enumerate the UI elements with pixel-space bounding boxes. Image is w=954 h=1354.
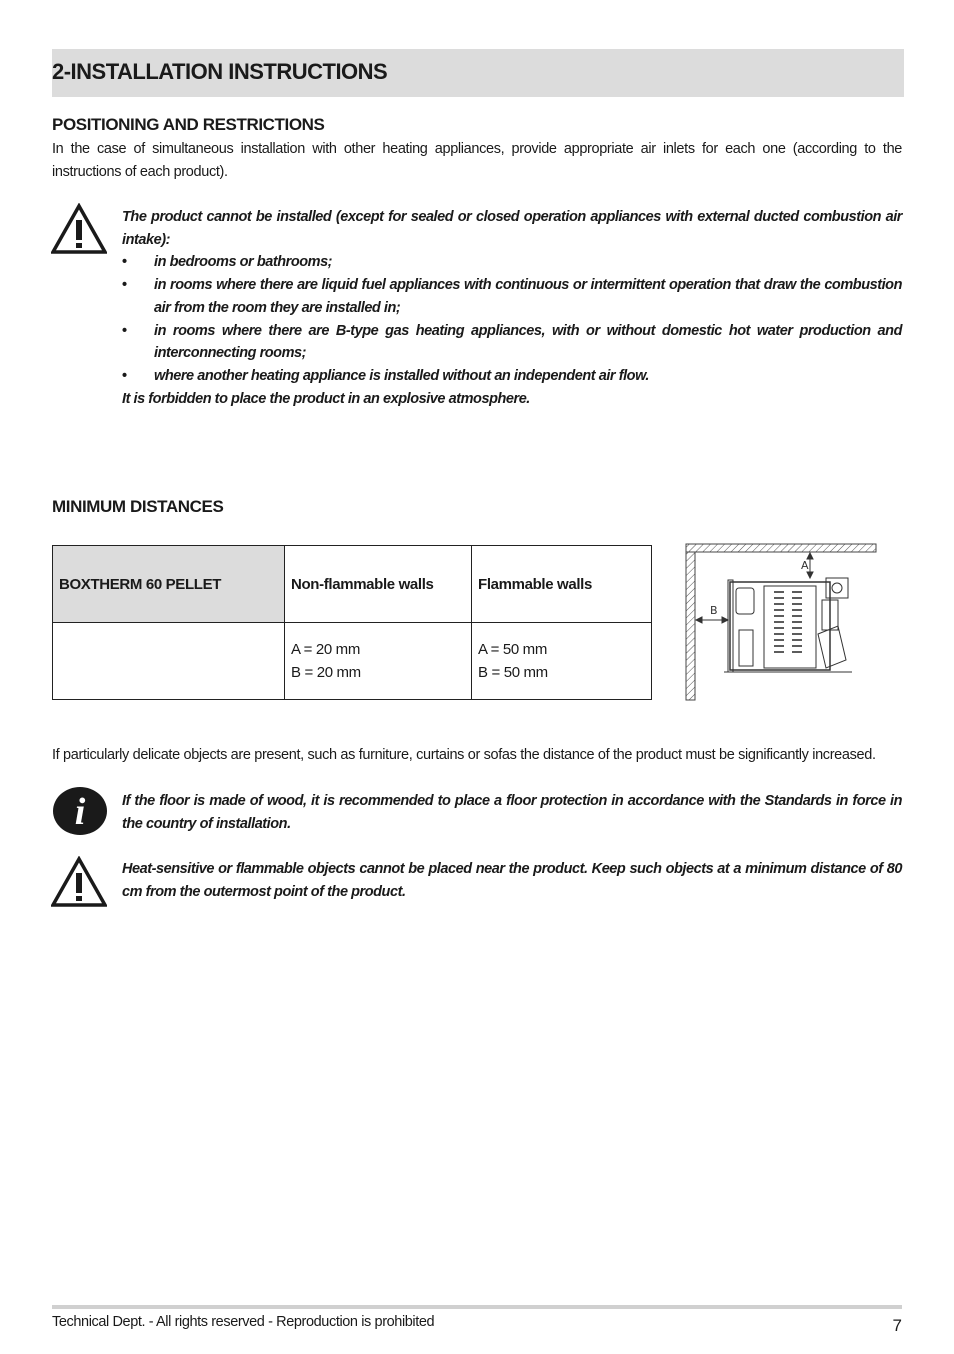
- bullet: •: [122, 322, 127, 339]
- installation-restrictions-warning: [122, 206, 902, 410]
- non-flammable-header: Non-flammable walls: [285, 546, 472, 623]
- restrictions-list: [122, 251, 902, 387]
- heat-sensitive-warning: [122, 858, 902, 903]
- list-item-text: where another heating appliance is installed without an independent air flow.: [154, 367, 649, 384]
- warning-icon: [51, 203, 107, 255]
- table-header-row: [53, 546, 652, 623]
- dimension-b: [696, 617, 728, 623]
- page-title: 2-INSTALLATION INSTRUCTIONS: [52, 59, 388, 84]
- list-item: [122, 274, 902, 319]
- model-cell: [53, 623, 285, 700]
- bullet: •: [122, 277, 127, 294]
- footer-text: Technical Dept. - All rights reserved - Reproduction is prohibited: [52, 1314, 435, 1330]
- bullet: •: [122, 254, 127, 271]
- label-b: B: [710, 604, 718, 617]
- minimum-distances-table: [52, 545, 652, 700]
- non-flammable-values: [285, 623, 472, 700]
- list-item: [122, 251, 902, 274]
- info-note-text: If the floor is made of wood, it is recommended to place a floor protection in accordance with the Standards in force in the country of installation.: [122, 793, 902, 832]
- warning-icon: [51, 856, 107, 908]
- list-item-text: in bedrooms or bathrooms;: [154, 254, 333, 271]
- section-title-bar: [52, 49, 904, 97]
- wooden-floor-info: [122, 790, 902, 835]
- table-row: [53, 623, 652, 700]
- stove-outline: [724, 578, 852, 672]
- flammable-header: Flammable walls: [472, 546, 652, 623]
- positioning-intro: In the case of simultaneous installation with other heating appliances, provide appropriate air inlets for each one (according to the instructions of each product).: [52, 141, 902, 180]
- non-flammable-b: B = 20 mm: [291, 664, 361, 681]
- page-number: 7: [892, 1316, 902, 1335]
- info-icon: [52, 786, 108, 836]
- list-item-text: in rooms where there are liquid fuel appliances with continuous or intermittent operation that draw the combustion air from the room they are installed in;: [154, 277, 902, 316]
- list-item: [122, 320, 902, 365]
- label-a: A: [801, 559, 809, 572]
- warning-closing: It is forbidden to place the product in an explosive atmosphere.: [122, 390, 530, 407]
- footer-divider: [52, 1305, 902, 1309]
- heat-warning-text: Heat-sensitive or flammable objects cannot be placed near the product. Keep such objects at a minimum distance of 80 cm from the outermost point of the product.: [122, 861, 902, 900]
- flammable-b: B = 50 mm: [478, 664, 548, 681]
- delicate-objects-note: If particularly delicate objects are present, such as furniture, curtains or sofas the distance of the product must be significantly increased.: [52, 747, 876, 763]
- minimum-distances-heading: MINIMUM DISTANCES: [52, 497, 224, 516]
- list-item-text: in rooms where there are B-type gas heating appliances, with or without domestic hot water production and interconnecting rooms;: [154, 322, 902, 362]
- positioning-heading: POSITIONING AND RESTRICTIONS: [52, 115, 325, 134]
- clearance-diagram: [684, 542, 880, 704]
- list-item: [122, 365, 902, 388]
- info-icon-letter: i: [74, 791, 86, 833]
- bullet: •: [122, 367, 127, 384]
- model-header: BOXTHERM 60 PELLET: [53, 546, 285, 623]
- flammable-a: A = 50 mm: [478, 641, 547, 658]
- warning-lead: The product cannot be installed (except for sealed or closed operation appliances with external ducted combustion air intake):: [122, 209, 902, 248]
- stove-grille: [774, 592, 802, 652]
- flammable-values: [472, 623, 652, 700]
- non-flammable-a: A = 20 mm: [291, 641, 360, 658]
